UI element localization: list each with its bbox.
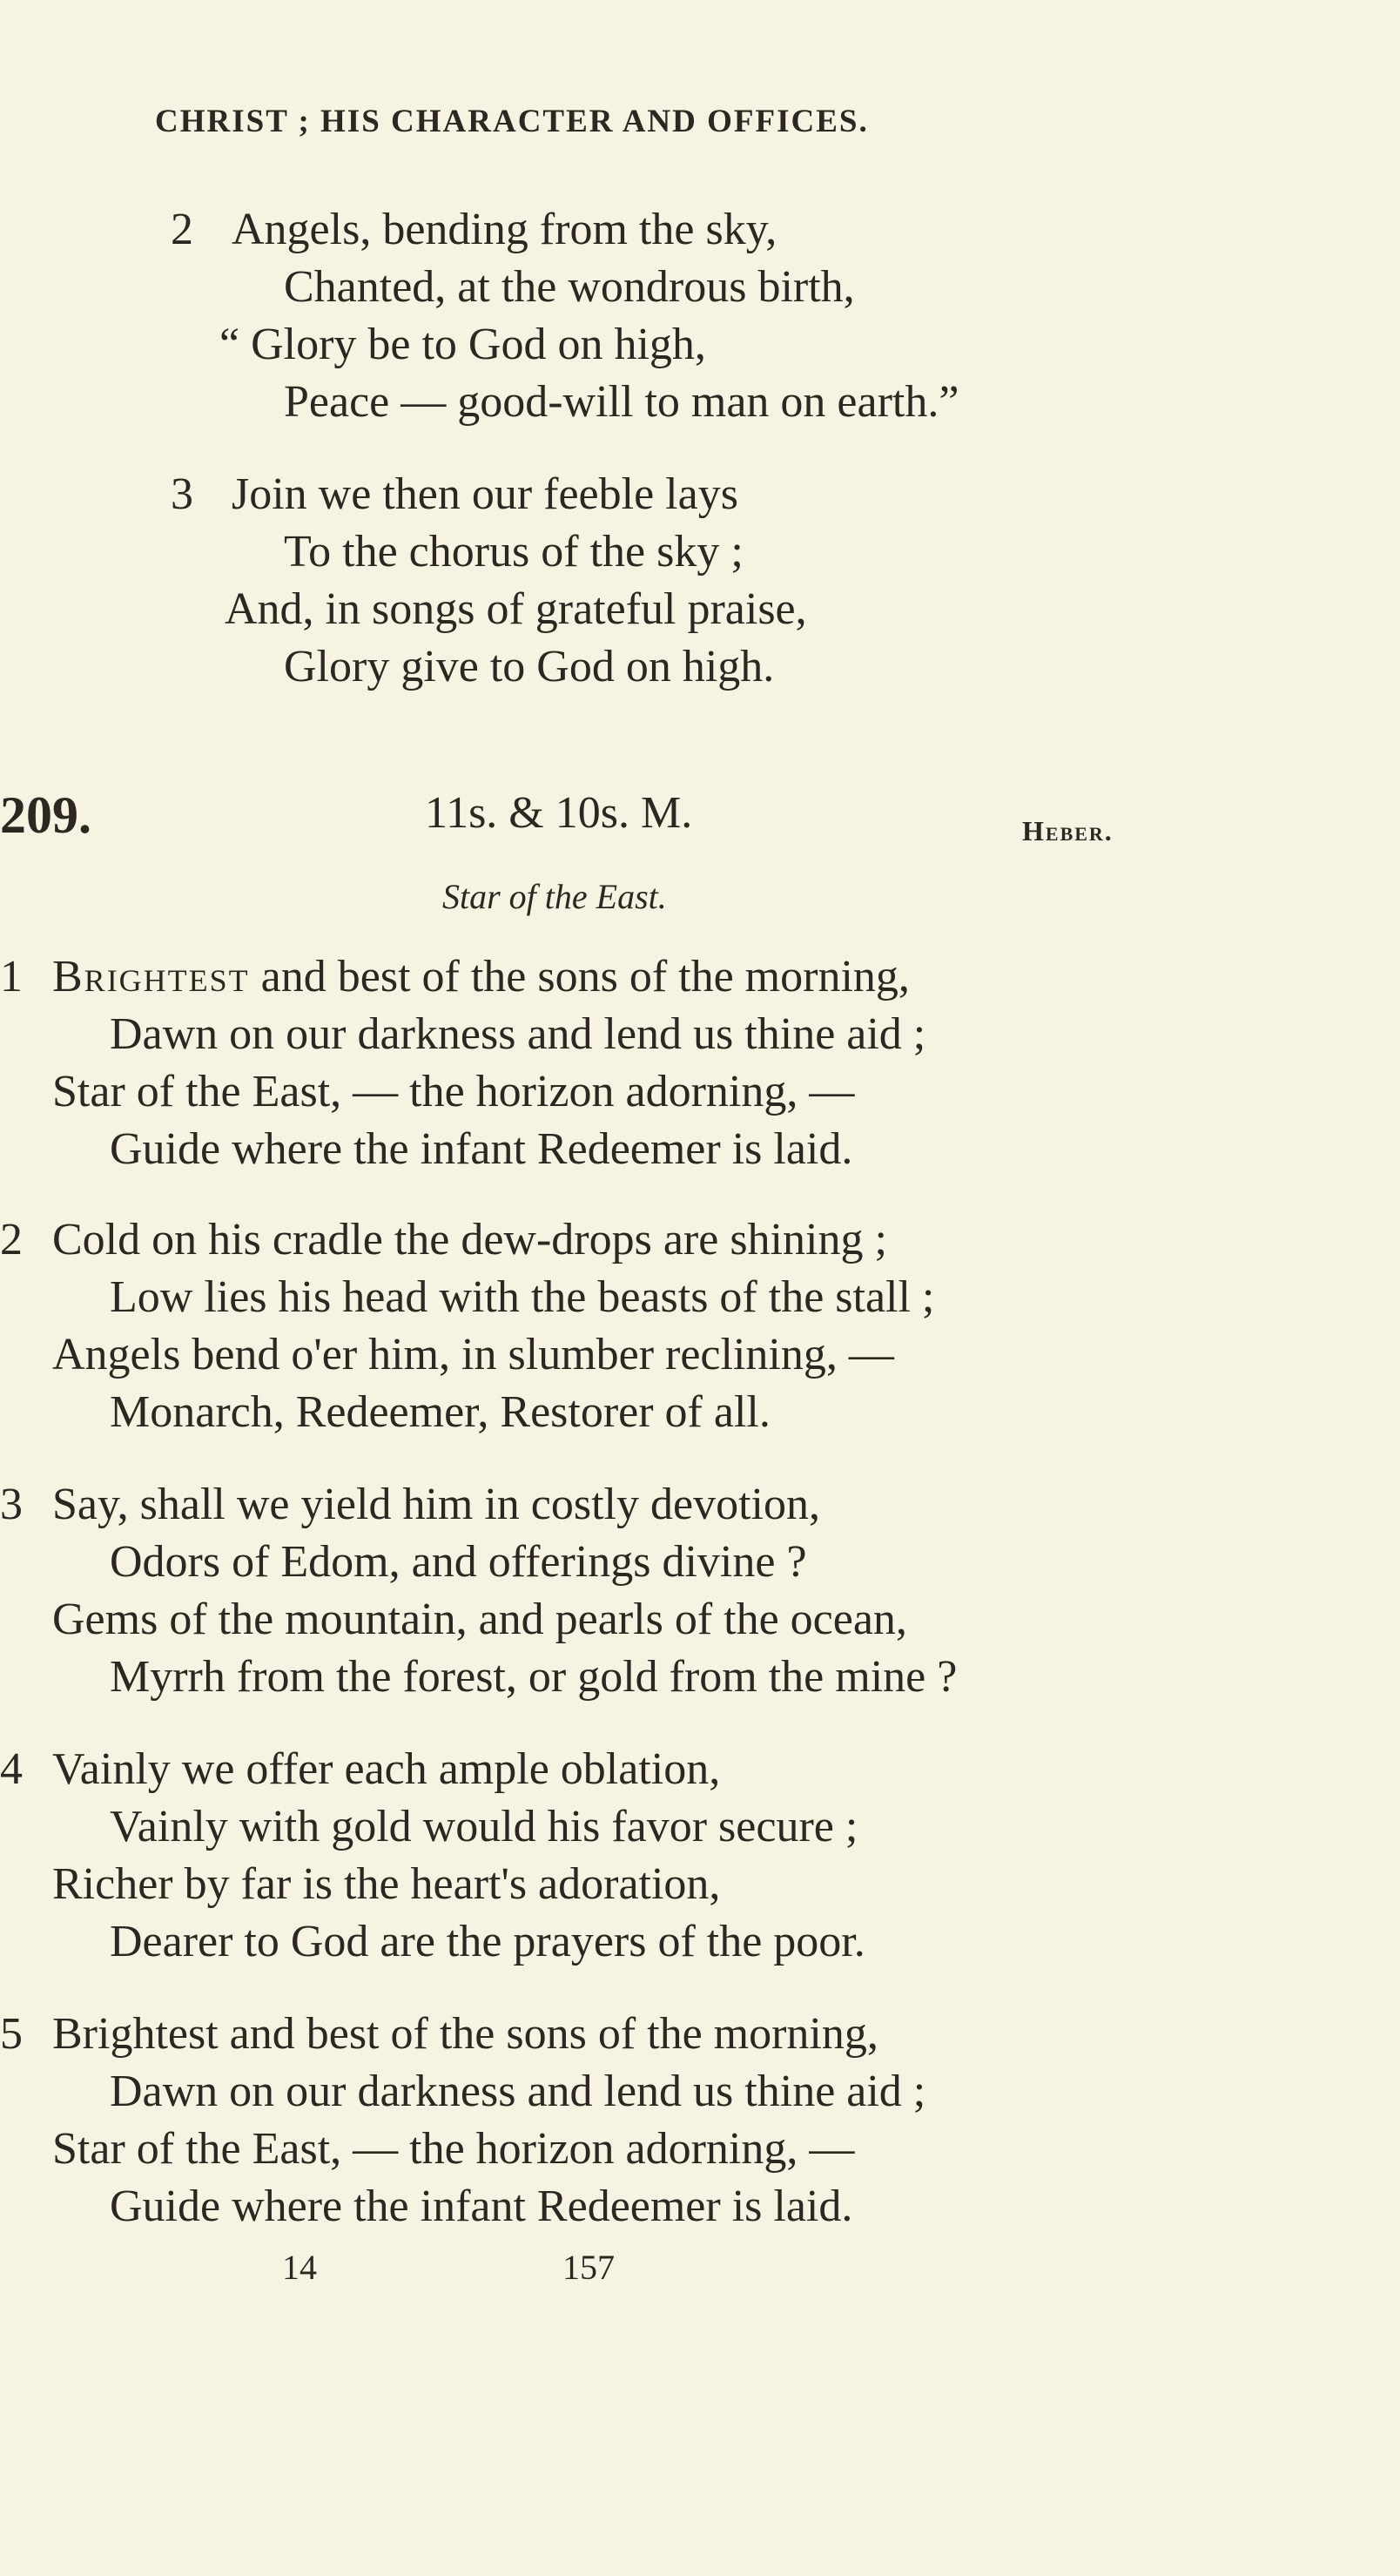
verse-line: Monarch, Redeemer, Restorer of all.: [110, 1387, 771, 1437]
verse-line: Cold on his cradle the dew-drops are shining ;: [52, 1215, 887, 1264]
verse-line: Odors of Edom, and offerings divine ?: [110, 1537, 807, 1587]
verse-line: Low lies his head with the beasts of the stall ;: [110, 1272, 935, 1322]
verse-number: 2: [171, 205, 193, 254]
verse-line: And, in songs of grateful praise,: [225, 584, 807, 634]
verse-line: Angels, bending from the sky,: [232, 205, 777, 254]
hymn-tune: Star of the East.: [442, 877, 667, 916]
running-header: CHRIST ; HIS CHARACTER AND OFFICES.: [155, 104, 869, 139]
verse-line-rest: and best of the sons of the morning,: [249, 952, 910, 1001]
verse-line: Angels bend o'er him, in slumber reclining, —: [52, 1330, 894, 1379]
verse-line: Brightest and best of the sons of the morning,: [52, 2009, 878, 2059]
verse-line: Star of the East, — the horizon adorning, —: [52, 2124, 855, 2174]
verse-line: Star of the East, — the horizon adorning, —: [52, 1067, 855, 1116]
verse-line: Join we then our feeble lays: [232, 469, 738, 519]
verse-line: Vainly we offer each ample oblation,: [52, 1744, 721, 1794]
verse-number: 5: [0, 2009, 23, 2059]
signature-mark: 14: [282, 2248, 317, 2287]
verse-line: Gems of the mountain, and pearls of the ocean,: [52, 1595, 907, 1644]
verse-number: 1: [0, 952, 23, 1001]
verse-number: 3: [171, 469, 193, 519]
verse-line: Peace — good-will to man on earth.”: [284, 377, 959, 427]
verse-number: 4: [0, 1744, 23, 1794]
verse-line: Vainly with gold would his favor secure ;: [110, 1802, 858, 1851]
hymn-author: Heber.: [1022, 815, 1114, 846]
page-number: 157: [562, 2248, 615, 2287]
verse-line: Chanted, at the wondrous birth,: [284, 262, 855, 312]
verse-line: Richer by far is the heart's adoration,: [52, 1859, 721, 1909]
verse-line: Myrrh from the forest, or gold from the mine ?: [110, 1652, 958, 1702]
verse-line: Dawn on our darkness and lend us thine aid ;: [110, 2067, 926, 2116]
hymn-meter: 11s. & 10s. M.: [425, 788, 693, 838]
verse-line: “ Glory be to God on high,: [219, 320, 706, 369]
verse-number: 2: [0, 1215, 23, 1264]
verse-line: Dawn on our darkness and lend us thine aid ;: [110, 1009, 926, 1059]
verse-number: 3: [0, 1480, 23, 1529]
verse-line: Guide where the infant Redeemer is laid.: [110, 2182, 853, 2231]
first-word: Brightest: [52, 952, 250, 1001]
verse-line: Glory give to God on high.: [284, 642, 775, 691]
hymn-number: 209.: [0, 786, 91, 844]
verse-line: Guide where the infant Redeemer is laid.: [110, 1124, 853, 1174]
verse-line: Dearer to God are the prayers of the poor.: [110, 1917, 865, 1966]
verse-line: Say, shall we yield him in costly devotion,: [52, 1480, 820, 1529]
verse-line: To the chorus of the sky ;: [284, 527, 744, 577]
verse-line: [52, 954, 910, 1000]
